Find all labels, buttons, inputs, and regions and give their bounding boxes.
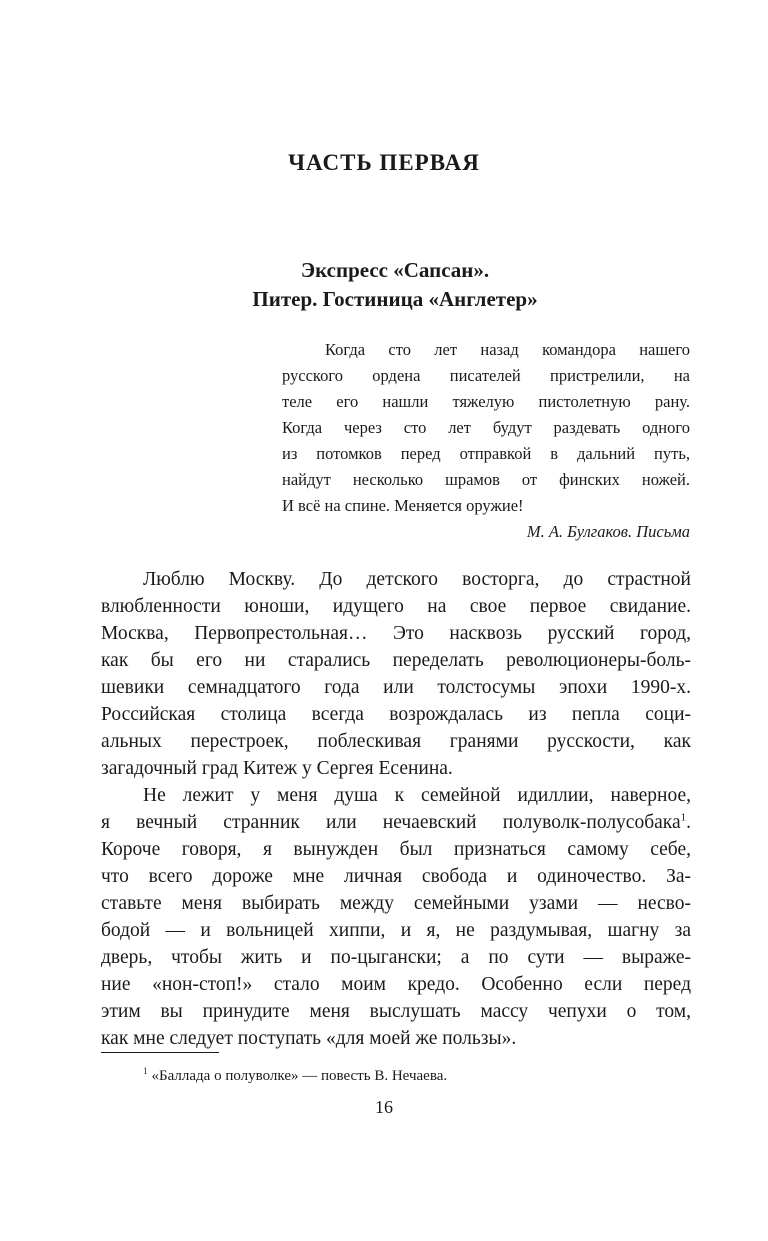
footnote-divider <box>101 1052 219 1053</box>
part-title: ЧАСТЬ ПЕРВАЯ <box>288 150 480 175</box>
page-number: 16 <box>375 1097 393 1117</box>
body-line: Российская столица всегда возрождалась из пепла соци- <box>101 704 691 725</box>
epigraph-line: Когда через сто лет будут раздевать одного <box>282 418 690 437</box>
body-line: загадочный град Китеж у Сергея Есенина. <box>101 758 453 779</box>
body-text <box>101 566 691 1052</box>
body-line-with-footnote <box>101 809 691 836</box>
epigraph-line: из потомков перед отправкой в дальний путь, <box>282 444 690 463</box>
epigraph-line: найдут несколько шрамов от финских ножей. <box>282 470 690 489</box>
body-line: как бы его ни старались переделать революционеры-боль- <box>101 650 691 671</box>
epigraph-line: теле его нашли тяжелую пистолетную рану. <box>282 392 690 411</box>
epigraph-source: М. А. Булгаков. Письма <box>526 522 690 541</box>
body-line-punct: . <box>686 812 691 833</box>
epigraph-line: Когда сто лет назад командора нашего <box>325 340 690 359</box>
body-line: ние «нон-стоп!» стало моим кредо. Особенно если перед <box>101 974 691 995</box>
footnote <box>143 1066 447 1086</box>
body-line: влюбленности юноши, идущего на свое первое свидание. <box>101 596 691 617</box>
chapter-title-line-1: Экспресс «Сапсан». <box>300 258 490 282</box>
body-line: как мне следует поступать «для моей же пользы». <box>101 1028 517 1049</box>
epigraph-line: И всё на спине. Меняется оружие! <box>282 496 524 515</box>
body-line: Люблю Москву. До детского восторга, до страстной <box>143 569 691 590</box>
body-line: шевики семнадцатого года или толстосумы эпохи 1990-х. <box>101 677 691 698</box>
chapter-title-line-2: Питер. Гостиница «Англетер» <box>252 287 538 311</box>
epigraph-line: русского ордена писателей пристрелили, на <box>282 366 690 385</box>
footnote-reference: 1 <box>680 811 687 824</box>
body-line: этим вы принудите меня выслушать массу чепухи о том, <box>101 1001 691 1022</box>
footnote-mark: 1 <box>143 1066 148 1076</box>
epigraph <box>282 337 690 545</box>
footnote-text: «Баллада о полуволке» — повесть В. Нечаева. <box>151 1068 448 1084</box>
body-line: дверь, чтобы жить и по-цыгански; а по сути — выраже- <box>101 947 691 968</box>
body-line: бодой — и вольницей хиппи, и я, не раздумывая, шагну за <box>101 920 691 941</box>
body-line: что всего дороже мне личная свобода и одиночество. За- <box>101 866 691 887</box>
body-line: альных перестроек, поблескивая гранями русскости, как <box>101 731 691 752</box>
body-line: Не лежит у меня душа к семейной идиллии, наверное, <box>143 785 691 806</box>
body-line: Москва, Первопрестольная… Это насквозь русский город, <box>101 623 691 644</box>
body-line: ставьте меня выбирать между семейными узами — несво- <box>101 893 691 914</box>
body-line: Короче говоря, я вынужден был признаться самому себе, <box>101 839 691 860</box>
body-line-text: я вечный странник или нечаевский полуволк-полусобака <box>101 812 681 833</box>
chapter-title <box>0 256 768 314</box>
